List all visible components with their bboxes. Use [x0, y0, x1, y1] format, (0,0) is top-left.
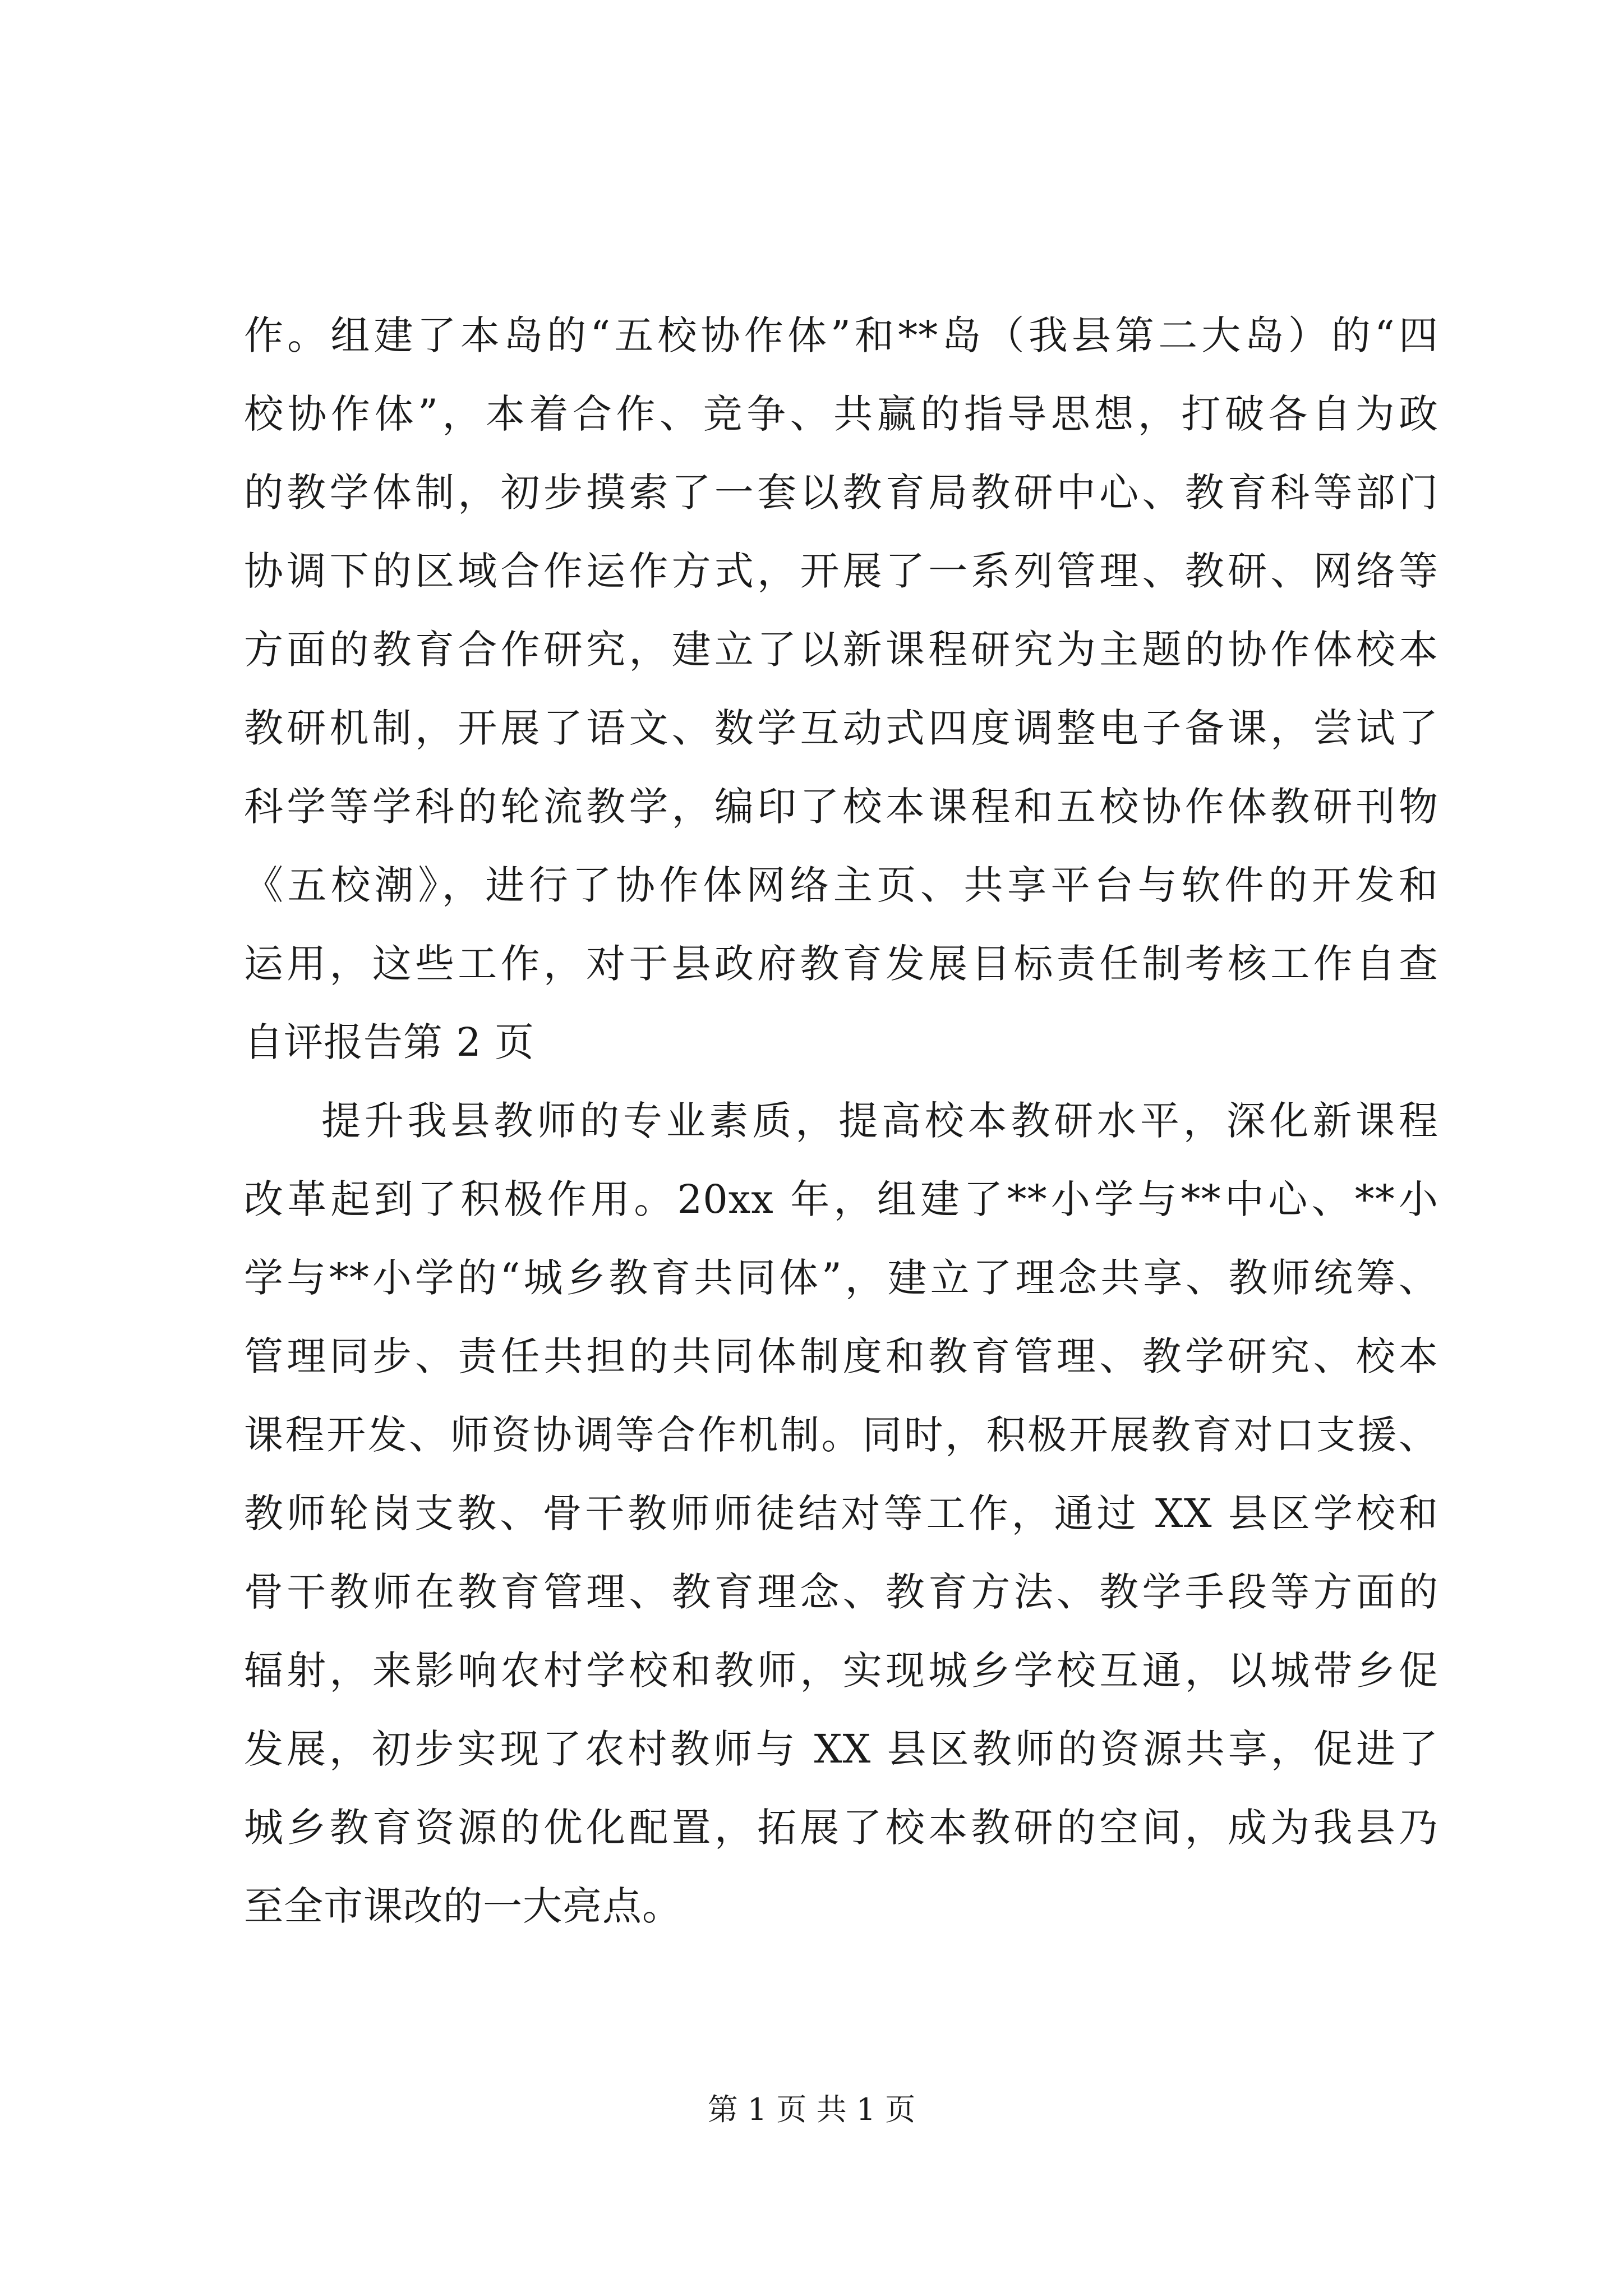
text-line: 自评报告第 2 页 — [244, 1019, 535, 1065]
text-line: 课程开发、师资协调等合作机制。同时，积极开展教育对口支援、 — [244, 1412, 1438, 1458]
text-line: 改革起到了积极作用。20xx 年，组建了**小学与**中心、**小 — [244, 1176, 1438, 1222]
text-line: 教研机制，开展了语文、数学互动式四度调整电子备课，尝试了 — [244, 705, 1438, 751]
paragraph-2 — [244, 1082, 1438, 1945]
text-line: 学与**小学的“城乡教育共同体”，建立了理念共享、教师统筹、 — [244, 1255, 1438, 1301]
text-line: 方面的教育合作研究，建立了以新课程研究为主题的协作体校本 — [244, 627, 1438, 673]
text-line: 骨干教师在教育管理、教育理念、教育方法、教学手段等方面的 — [244, 1569, 1438, 1615]
text-line: 作。组建了本岛的“五校协作体”和**岛（我县第二大岛）的“四 — [244, 312, 1438, 358]
text-line: 的教学体制，初步摸索了一套以教育局教研中心、教育科等部门 — [244, 470, 1438, 516]
text-line: 发展，初步实现了农村教师与 XX 县区教师的资源共享，促进了 — [244, 1726, 1438, 1772]
paragraph-1 — [244, 296, 1438, 1082]
text-line: 至全市课改的一大亮点。 — [244, 1883, 682, 1929]
text-line: 《五校潮》，进行了协作体网络主页、共享平台与软件的开发和 — [244, 862, 1438, 908]
text-line: 城乡教育资源的优化配置，拓展了校本教研的空间，成为我县乃 — [244, 1805, 1438, 1851]
page-footer: 第 1 页 共 1 页 — [707, 2092, 916, 2127]
text-line: 辐射，来影响农村学校和教师，实现城乡学校互通，以城带乡促 — [244, 1648, 1438, 1694]
text-line: 科学等学科的轮流教学，编印了校本课程和五校协作体教研刊物 — [244, 784, 1438, 830]
document-body — [244, 296, 1438, 1945]
text-line: 教师轮岗支教、骨干教师师徒结对等工作，通过 XX 县区学校和 — [244, 1490, 1438, 1536]
text-line: 运用，这些工作，对于县政府教育发展目标责任制考核工作自查 — [244, 941, 1438, 987]
text-line: 校协作体”，本着合作、竞争、共赢的指导思想，打破各自为政 — [244, 391, 1438, 437]
text-line: 协调下的区域合作运作方式，开展了一系列管理、教研、网络等 — [244, 548, 1438, 594]
text-line: 提升我县教师的专业素质，提高校本教研水平，深化新课程 — [321, 1098, 1438, 1144]
text-line: 管理同步、责任共担的共同体制度和教育管理、教学研究、校本 — [244, 1333, 1438, 1379]
